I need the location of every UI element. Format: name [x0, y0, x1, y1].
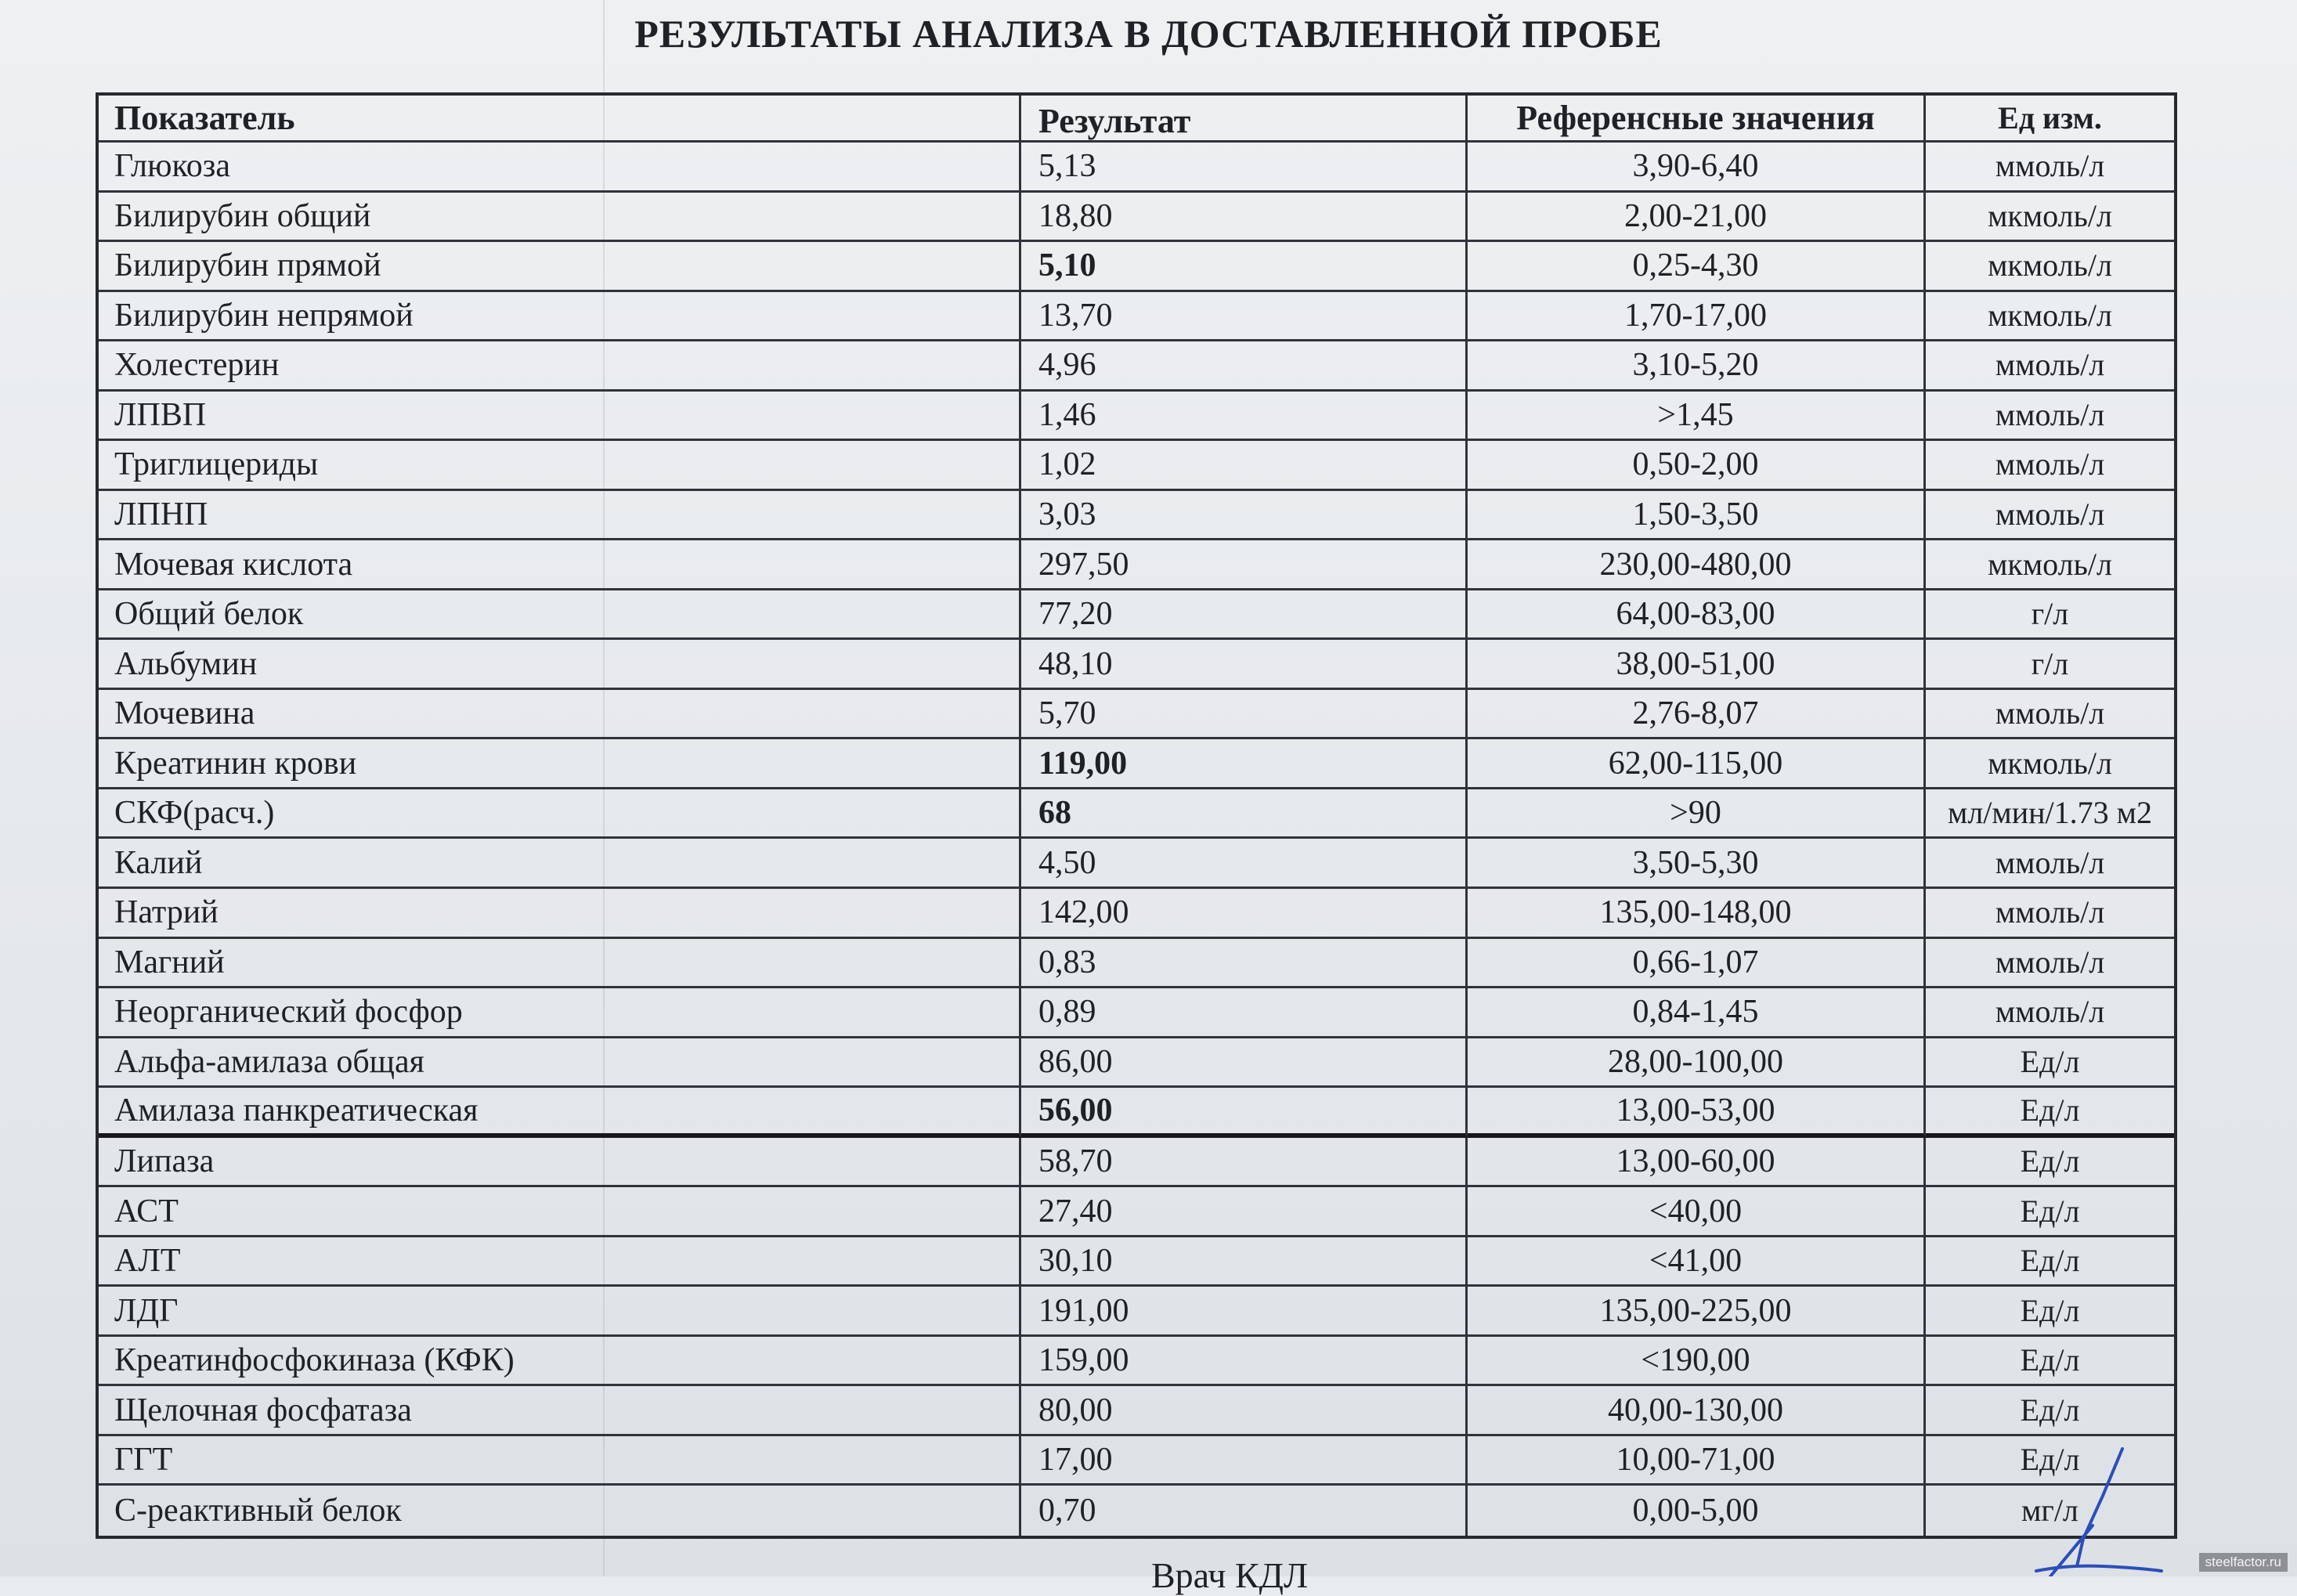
header-result: Результат: [1021, 96, 1468, 143]
unit-cell: мкмоль/л: [1926, 540, 2174, 590]
indicator-cell: Креатинин крови: [99, 739, 1021, 789]
unit-cell: ммоль/л: [1926, 441, 2174, 491]
unit-cell: Ед/л: [1926, 1088, 2174, 1138]
reference-cell: 13,00-53,00: [1468, 1088, 1926, 1138]
indicator-cell: Щелочная фосфатаза: [99, 1386, 1021, 1436]
watermark-label: steelfactor.ru: [2199, 1553, 2288, 1572]
results-table: [96, 92, 2177, 1539]
reference-cell: 0,66-1,07: [1468, 939, 1926, 989]
reference-cell: <41,00: [1468, 1237, 1926, 1287]
header-unit: Ед изм.: [1926, 96, 2174, 143]
indicator-cell: Магний: [99, 939, 1021, 989]
result-cell: 4,50: [1021, 839, 1468, 889]
indicator-cell: Мочевая кислота: [99, 540, 1021, 590]
indicator-cell: ЛПНП: [99, 491, 1021, 541]
indicator-cell: ГГТ: [99, 1436, 1021, 1486]
reference-cell: <40,00: [1468, 1187, 1926, 1237]
reference-cell: 3,10-5,20: [1468, 341, 1926, 392]
indicator-cell: Билирубин непрямой: [99, 292, 1021, 342]
result-cell: 86,00: [1021, 1038, 1468, 1089]
unit-cell: ммоль/л: [1926, 341, 2174, 392]
result-cell: 80,00: [1021, 1386, 1468, 1436]
indicator-cell: Мочевина: [99, 690, 1021, 740]
indicator-cell: ЛДГ: [99, 1287, 1021, 1337]
indicator-cell: Общий белок: [99, 590, 1021, 641]
result-cell: 13,70: [1021, 292, 1468, 342]
reference-cell: 135,00-148,00: [1468, 889, 1926, 939]
indicator-cell: Креатинфосфокиназа (КФК): [99, 1337, 1021, 1387]
result-cell: 77,20: [1021, 590, 1468, 641]
unit-cell: ммоль/л: [1926, 939, 2174, 989]
unit-cell: ммоль/л: [1926, 143, 2174, 193]
unit-cell: г/л: [1926, 640, 2174, 690]
reference-cell: 64,00-83,00: [1468, 590, 1926, 641]
unit-cell: Ед/л: [1926, 1436, 2174, 1486]
indicator-cell: Холестерин: [99, 341, 1021, 392]
reference-cell: 2,00-21,00: [1468, 193, 1926, 243]
unit-cell: ммоль/л: [1926, 988, 2174, 1038]
indicator-cell: Амилаза панкреатическая: [99, 1088, 1021, 1138]
reference-cell: 40,00-130,00: [1468, 1386, 1926, 1436]
unit-cell: ммоль/л: [1926, 839, 2174, 889]
result-cell: 3,03: [1021, 491, 1468, 541]
result-cell: 191,00: [1021, 1287, 1468, 1337]
reference-cell: 0,25-4,30: [1468, 242, 1926, 292]
unit-cell: Ед/л: [1926, 1337, 2174, 1387]
result-cell: 0,89: [1021, 988, 1468, 1038]
unit-cell: мкмоль/л: [1926, 739, 2174, 789]
result-cell: 0,70: [1021, 1486, 1468, 1536]
reference-cell: 0,50-2,00: [1468, 441, 1926, 491]
report-title: РЕЗУЛЬТАТЫ АНАЛИЗА В ДОСТАВЛЕННОЙ ПРОБЕ: [634, 12, 1663, 56]
result-cell: 18,80: [1021, 193, 1468, 243]
header-indicator: Показатель: [99, 96, 1021, 143]
unit-cell: г/л: [1926, 590, 2174, 641]
result-cell: 1,46: [1021, 392, 1468, 442]
result-cell: 27,40: [1021, 1187, 1468, 1237]
reference-cell: 38,00-51,00: [1468, 640, 1926, 690]
result-cell: 4,96: [1021, 341, 1468, 392]
reference-cell: 3,90-6,40: [1468, 143, 1926, 193]
indicator-cell: Липаза: [99, 1138, 1021, 1188]
result-cell: 17,00: [1021, 1436, 1468, 1486]
reference-cell: >1,45: [1468, 392, 1926, 442]
reference-cell: 28,00-100,00: [1468, 1038, 1926, 1089]
indicator-cell: ЛПВП: [99, 392, 1021, 442]
result-cell: 5,70: [1021, 690, 1468, 740]
reference-cell: 62,00-115,00: [1468, 739, 1926, 789]
unit-cell: ммоль/л: [1926, 491, 2174, 541]
unit-cell: ммоль/л: [1926, 889, 2174, 939]
result-cell: 48,10: [1021, 640, 1468, 690]
unit-cell: Ед/л: [1926, 1138, 2174, 1188]
reference-cell: 10,00-71,00: [1468, 1436, 1926, 1486]
reference-cell: 13,00-60,00: [1468, 1138, 1926, 1188]
indicator-cell: Глюкоза: [99, 143, 1021, 193]
unit-cell: мг/л: [2021, 1493, 2078, 1529]
indicator-cell: Натрий: [99, 889, 1021, 939]
indicator-cell: Билирубин общий: [99, 193, 1021, 243]
unit-cell: ммоль/л: [1926, 392, 2174, 442]
reference-cell: 230,00-480,00: [1468, 540, 1926, 590]
indicator-cell: АСТ: [99, 1187, 1021, 1237]
result-cell: 159,00: [1021, 1337, 1468, 1387]
result-cell: 1,02: [1021, 441, 1468, 491]
result-cell: 5,10: [1021, 242, 1468, 292]
indicator-cell: Альбумин: [99, 640, 1021, 690]
reference-cell: 0,84-1,45: [1468, 988, 1926, 1038]
reference-cell: 1,50-3,50: [1468, 491, 1926, 541]
indicator-cell: АЛТ: [99, 1237, 1021, 1287]
indicator-cell: С-реактивный белок: [99, 1486, 1021, 1536]
indicator-cell: Билирубин прямой: [99, 242, 1021, 292]
unit-cell: мкмоль/л: [1926, 193, 2174, 243]
unit-cell: Ед/л: [1926, 1287, 2174, 1337]
reference-cell: <190,00: [1468, 1337, 1926, 1387]
header-reference: Референсные значения: [1468, 96, 1926, 143]
unit-cell: Ед/л: [1926, 1187, 2174, 1237]
indicator-cell: Альфа-амилаза общая: [99, 1038, 1021, 1089]
reference-cell: 2,76-8,07: [1468, 690, 1926, 740]
result-cell: 297,50: [1021, 540, 1468, 590]
indicator-cell: СКФ(расч.): [99, 789, 1021, 840]
reference-cell: 1,70-17,00: [1468, 292, 1926, 342]
reference-cell: 0,00-5,00: [1468, 1486, 1926, 1536]
unit-cell: Ед/л: [1926, 1237, 2174, 1287]
result-cell: 0,83: [1021, 939, 1468, 989]
unit-cell: мл/мин/1.73 м2: [1926, 789, 2174, 840]
indicator-cell: Триглицериды: [99, 441, 1021, 491]
result-cell: 5,13: [1021, 143, 1468, 193]
result-cell: 68: [1021, 789, 1468, 840]
unit-cell: мкмоль/л: [1926, 242, 2174, 292]
result-cell: 30,10: [1021, 1237, 1468, 1287]
unit-cell: Ед/л: [1926, 1038, 2174, 1089]
unit-cell: мкмоль/л: [1926, 292, 2174, 342]
reference-cell: >90: [1468, 789, 1926, 840]
result-cell: 119,00: [1021, 739, 1468, 789]
reference-cell: 135,00-225,00: [1468, 1287, 1926, 1337]
signature-scribble: [2005, 1433, 2193, 1576]
result-cell: 56,00: [1021, 1088, 1468, 1138]
unit-cell: Ед/л: [1926, 1386, 2174, 1436]
unit-cell: ммоль/л: [1926, 690, 2174, 740]
reference-cell: 3,50-5,30: [1468, 839, 1926, 889]
result-cell: 142,00: [1021, 889, 1468, 939]
indicator-cell: Калий: [99, 839, 1021, 889]
result-cell: 58,70: [1021, 1138, 1468, 1188]
footer-text: Врач КДЛ: [1151, 1555, 1309, 1595]
indicator-cell: Неорганический фосфор: [99, 988, 1021, 1038]
